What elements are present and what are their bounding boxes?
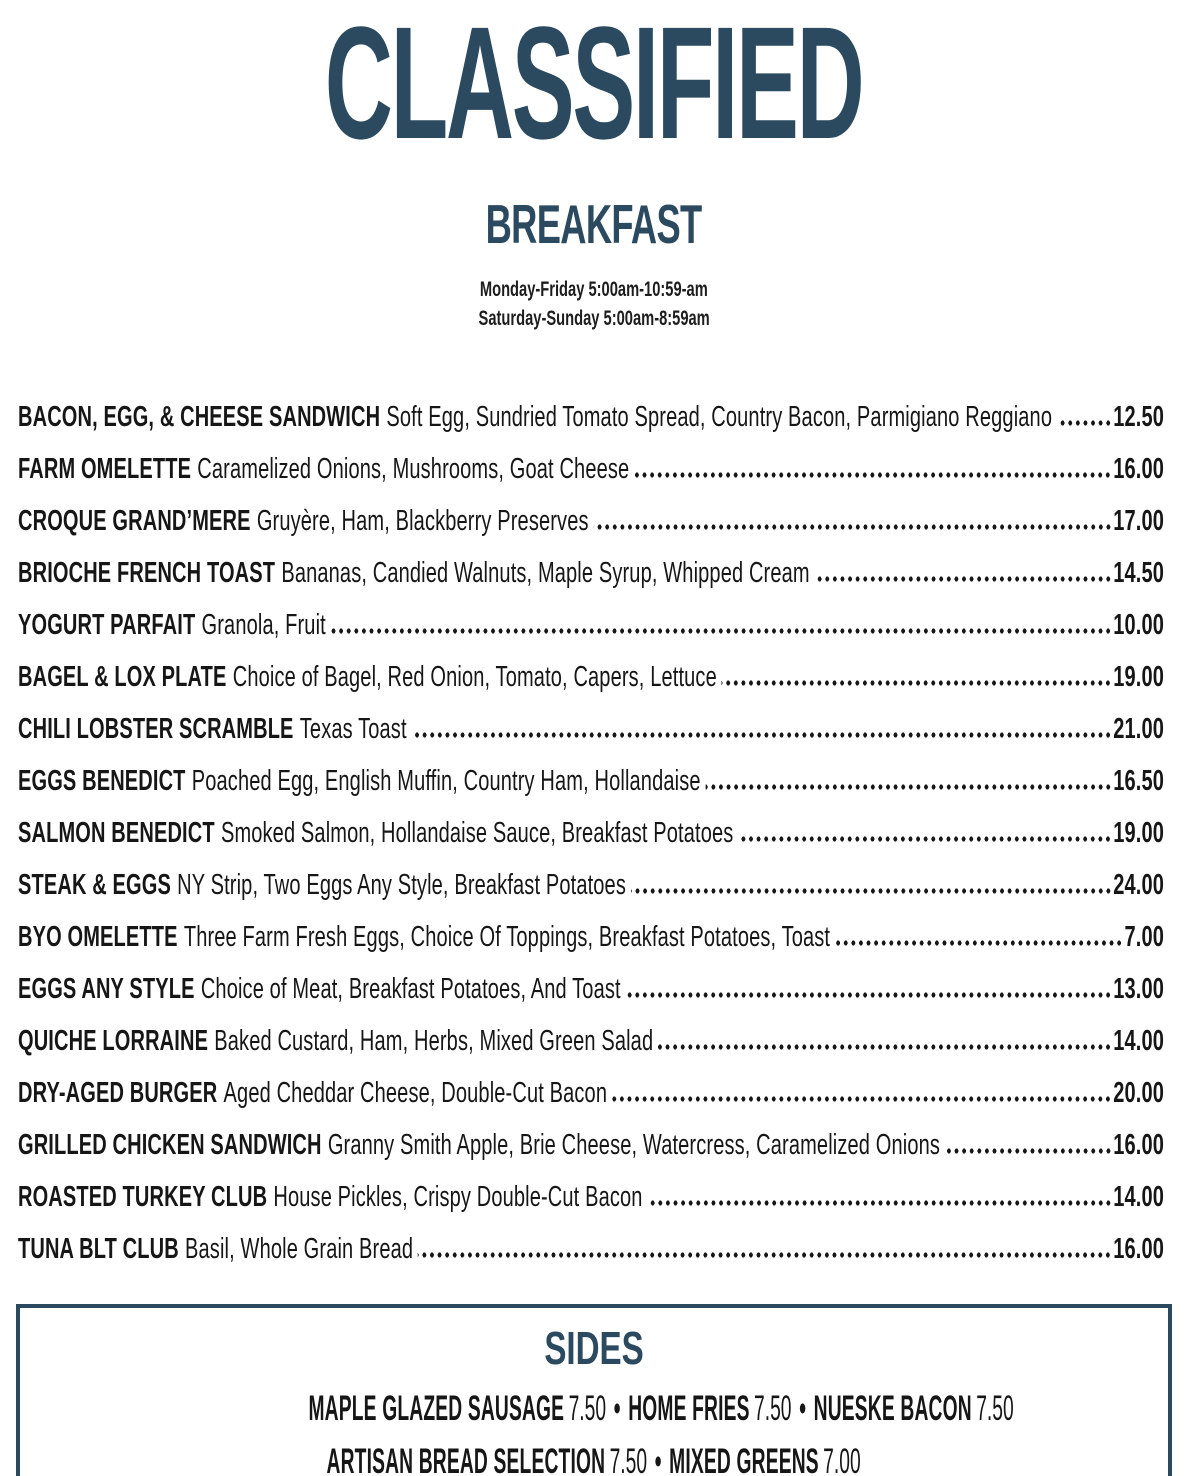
menu-title: BREAKFAST: [486, 193, 702, 255]
sides-line: [20, 1442, 1168, 1476]
menu-item-description: Soft Egg, Sundried Tomato Spread, Country Bacon, Parmigiano Reggiano: [386, 401, 1053, 433]
side-name: HOME FRIES: [628, 1389, 750, 1428]
menu-item-name: BACON, EGG, & CHEESE SANDWICH: [18, 401, 381, 433]
menu-item-row: [18, 390, 1164, 442]
restaurant-name: CLASSIFIED: [325, 0, 863, 172]
side-price: 7.00: [823, 1442, 862, 1476]
menu-item-price: 13.00: [1113, 973, 1165, 1005]
dot-leader: [835, 940, 1123, 946]
side-name: MIXED GREENS: [669, 1442, 820, 1476]
menu-item-name: FARM OMELETTE: [18, 453, 192, 485]
menu-item-description: Choice of Meat, Breakfast Potatoes, And Toast: [200, 973, 621, 1005]
side-name: MAPLE GLAZED SAUSAGE: [308, 1389, 565, 1428]
menu-item-description: Aged Cheddar Cheese, Double-Cut Bacon: [223, 1077, 608, 1109]
dot-leader: [945, 1148, 1112, 1154]
menu-item-price: 16.00: [1113, 1129, 1165, 1161]
menu-title-line: [0, 193, 1188, 262]
menu-item-name: QUICHE LORRAINE: [18, 1025, 209, 1057]
menu-item-row: [18, 494, 1164, 546]
weekend-hours: Saturday-Sunday 5:00am-8:59am: [478, 307, 710, 330]
dot-leader: [331, 628, 1112, 634]
bullet-separator: •: [799, 1389, 806, 1428]
dot-leader: [411, 732, 1111, 738]
menu-item-description: Granola, Fruit: [201, 609, 326, 641]
menu-item-row: [18, 598, 1164, 650]
menu-item-name: BYO OMELETTE: [18, 921, 178, 953]
menu-item-name: DRY-AGED BURGER: [18, 1077, 218, 1109]
menu-item-price: 14.50: [1113, 557, 1165, 589]
side-name: ARTISAN BREAD SELECTION: [326, 1442, 606, 1476]
menu-item-description: NY Strip, Two Eggs Any Style, Breakfast Potatoes: [177, 869, 626, 901]
dot-leader: [647, 1200, 1112, 1206]
dot-leader: [1057, 420, 1112, 426]
menu-item-description: Poached Egg, English Muffin, Country Ham, Hollandaise: [191, 765, 701, 797]
bullet-separator: •: [655, 1442, 662, 1476]
menu-item-name: CHILI LOBSTER SCRAMBLE: [18, 713, 294, 745]
service-hours: [0, 276, 1188, 334]
menu-item-row: [18, 1170, 1164, 1222]
menu-item-price: 7.00: [1124, 921, 1165, 953]
dot-leader: [658, 1044, 1112, 1050]
menu-list: [18, 390, 1188, 1274]
menu-item-row: [18, 754, 1164, 806]
menu-item-description: Choice of Bagel, Red Onion, Tomato, Capers, Lettuce: [232, 661, 717, 693]
dot-leader: [593, 524, 1111, 530]
sides-line-inner: [308, 1389, 1014, 1428]
menu-item-description: Texas Toast: [299, 713, 407, 745]
menu-item-name: STEAK & EGGS: [18, 869, 171, 901]
menu-item-name: ROASTED TURKEY CLUB: [18, 1181, 268, 1213]
menu-item-name: SALMON BENEDICT: [18, 817, 215, 849]
menu-item-price: 14.00: [1113, 1025, 1165, 1057]
dot-leader: [815, 576, 1112, 582]
dot-leader: [612, 1096, 1112, 1102]
menu-item-price: 10.00: [1113, 609, 1165, 641]
menu-item-price: 14.00: [1113, 1181, 1165, 1213]
menu-item-price: 19.00: [1113, 817, 1165, 849]
menu-item-name: CROQUE GRAND’MERE: [18, 505, 251, 537]
menu-item-row: [18, 546, 1164, 598]
menu-item-price: 19.00: [1113, 661, 1165, 693]
dot-leader: [738, 836, 1112, 842]
menu-item-row: [18, 1118, 1164, 1170]
sides-title: SIDES: [544, 1322, 644, 1374]
dot-leader: [418, 1252, 1112, 1258]
menu-item-description: Granny Smith Apple, Brie Cheese, Watercress, Caramelized Onions: [327, 1129, 941, 1161]
menu-item-row: [18, 442, 1164, 494]
menu-item-price: 16.00: [1113, 453, 1165, 485]
dot-leader: [722, 680, 1112, 686]
menu-item-name: EGGS ANY STYLE: [18, 973, 195, 1005]
menu-item-row: [18, 858, 1164, 910]
menu-item-row: [18, 806, 1164, 858]
sides-box: [16, 1304, 1172, 1476]
menu-item-row: [18, 1066, 1164, 1118]
menu-item-description: Baked Custard, Ham, Herbs, Mixed Green Salad: [214, 1025, 654, 1057]
sides-line-inner: [326, 1442, 862, 1476]
menu-item-name: BAGEL & LOX PLATE: [18, 661, 227, 693]
menu-item-description: Caramelized Onions, Mushrooms, Goat Cheese: [197, 453, 630, 485]
menu-item-description: Basil, Whole Grain Bread: [185, 1233, 414, 1265]
menu-item-name: GRILLED CHICKEN SANDWICH: [18, 1129, 322, 1161]
menu-item-price: 16.00: [1113, 1233, 1165, 1265]
side-price: 7.50: [976, 1389, 1014, 1428]
menu-item-description: House Pickles, Crispy Double-Cut Bacon: [273, 1181, 643, 1213]
menu-item-description: Gruyère, Ham, Blackberry Preserves: [256, 505, 589, 537]
menu-item-name: BRIOCHE FRENCH TOAST: [18, 557, 276, 589]
menu-item-row: [18, 962, 1164, 1014]
side-price: 7.50: [609, 1442, 648, 1476]
bullet-separator: •: [613, 1389, 621, 1428]
menu-item-price: 16.50: [1113, 765, 1165, 797]
menu-item-row: [18, 650, 1164, 702]
sides-line: [20, 1389, 1168, 1431]
menu-item-description: Smoked Salmon, Hollandaise Sauce, Breakfast Potatoes: [220, 817, 734, 849]
dot-leader: [634, 472, 1112, 478]
sides-lines: [20, 1389, 1168, 1476]
dot-leader: [631, 888, 1112, 894]
menu-item-row: [18, 1222, 1164, 1274]
side-name: NUESKE BACON: [813, 1389, 972, 1428]
menu-item-row: [18, 1014, 1164, 1066]
menu-item-name: TUNA BLT CLUB: [18, 1233, 179, 1265]
menu-item-row: [18, 910, 1164, 962]
menu-item-description: Bananas, Candied Walnuts, Maple Syrup, Whipped Cream: [281, 557, 810, 589]
menu-item-description: Three Farm Fresh Eggs, Choice Of Toppings, Breakfast Potatoes, Toast: [183, 921, 831, 953]
dot-leader: [626, 992, 1112, 998]
side-price: 7.50: [754, 1389, 792, 1428]
menu-item-name: EGGS BENEDICT: [18, 765, 186, 797]
weekday-hours: Monday-Friday 5:00am-10:59-am: [480, 278, 708, 301]
menu-item-price: 12.50: [1113, 401, 1165, 433]
menu-item-price: 24.00: [1113, 869, 1165, 901]
side-price: 7.50: [568, 1389, 607, 1428]
menu-item-name: YOGURT PARFAIT: [18, 609, 196, 641]
menu-item-price: 17.00: [1113, 505, 1165, 537]
menu-item-price: 20.00: [1113, 1077, 1165, 1109]
menu-item-price: 21.00: [1113, 713, 1165, 745]
dot-leader: [705, 784, 1111, 790]
brand-line: [0, 0, 1188, 193]
menu-item-row: [18, 702, 1164, 754]
